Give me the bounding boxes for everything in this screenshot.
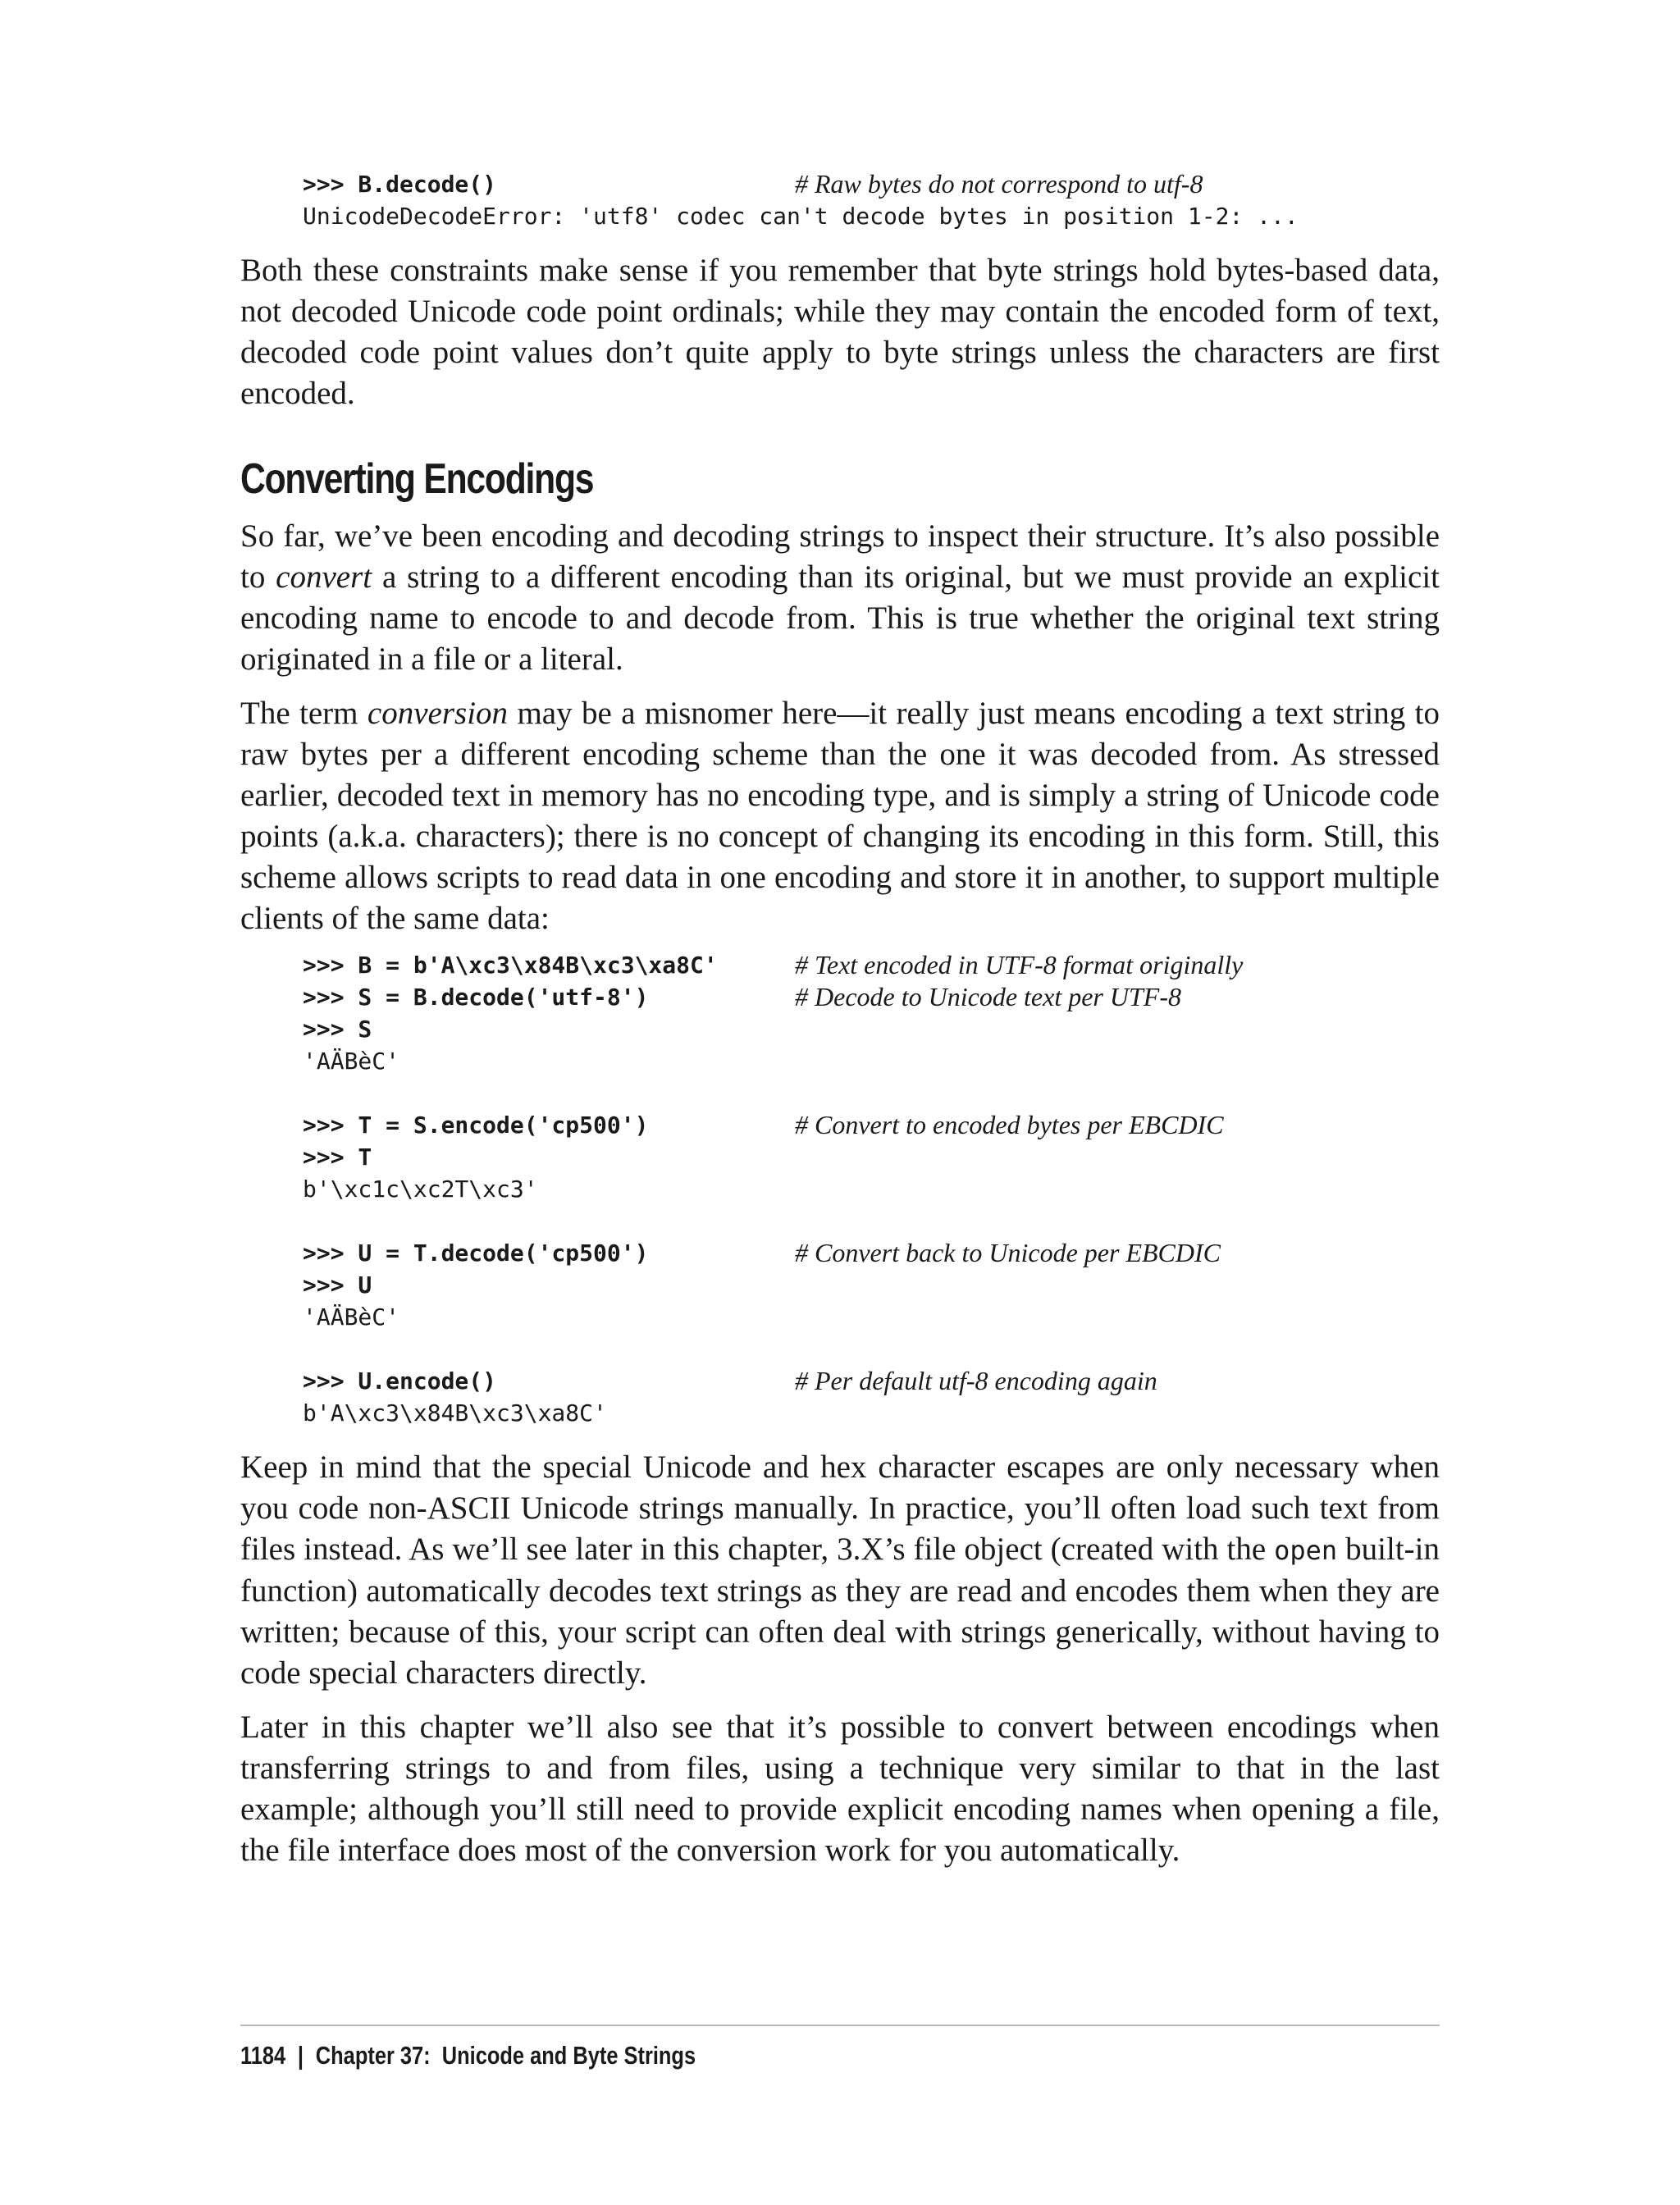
page-footer	[240, 2025, 1440, 2070]
code-comment: # Text encoded in UTF-8 format originally	[795, 950, 1244, 979]
code-text: >>> S	[303, 1016, 372, 1043]
code-line	[303, 1109, 1440, 1141]
code-line	[303, 168, 1440, 200]
code-comment: # Raw bytes do not correspond to utf-8	[795, 169, 1203, 199]
code-text: b'\xc1c\xc2T\xc3'	[303, 1176, 538, 1203]
code-line	[303, 1301, 1440, 1333]
code-comment: # Decode to Unicode text per UTF-8	[795, 982, 1181, 1011]
code-comment: # Per default utf-8 encoding again	[795, 1366, 1157, 1395]
code-line	[303, 981, 1440, 1013]
paragraph-keep-in-mind	[240, 1447, 1440, 1694]
code-text: >>> T = S.encode('cp500')	[303, 1112, 649, 1139]
code-line	[303, 1269, 1440, 1301]
footer-text	[240, 2041, 1224, 2070]
code-line	[303, 1013, 1440, 1045]
code-comment: # Convert back to Unicode per EBCDIC	[795, 1238, 1221, 1267]
code-block-decode-error	[303, 168, 1440, 232]
code-text: >>> S = B.decode('utf-8')	[303, 984, 649, 1011]
page-number: 1184	[240, 2041, 286, 2070]
code-text: >>> B.decode()	[303, 171, 497, 198]
code-text: >>> U	[303, 1271, 372, 1299]
code-block-conversion-example	[303, 949, 1440, 1429]
section-heading: Converting Encodings	[240, 455, 594, 503]
code-text: b'A\xc3\x84B\xc3\xa8C'	[303, 1399, 607, 1427]
code-line	[303, 1141, 1440, 1173]
code-line	[303, 949, 1440, 981]
code-text: 'AÄBèC'	[303, 1048, 400, 1075]
inline-code-open: open	[1274, 1535, 1338, 1566]
paragraph-constraints: Both these constraints make sense if you remember that byte strings hold bytes-based data, not decoded Unicode code point ordinals; while they may contain the encoded form of text, decoded code point values don’t quite apply to byte strings unless the characters are first encoded.	[240, 253, 1440, 411]
code-text: 'AÄBèC'	[303, 1303, 400, 1331]
code-line	[303, 1397, 1440, 1429]
paragraph-so-far	[240, 516, 1440, 680]
code-line	[303, 1333, 1440, 1365]
code-text: UnicodeDecodeError: 'utf8' codec can't decode bytes in position 1-2: ...	[303, 203, 1299, 230]
emphasis-convert: convert	[276, 559, 372, 595]
code-text: >>> B = b'A\xc3\x84B\xc3\xa8C'	[303, 952, 718, 979]
code-line	[303, 1173, 1440, 1205]
paragraph-so-far-text-1: So far, we’ve been encoding and decoding strings to inspect their structure. It’s also possible to	[240, 518, 1440, 595]
code-line	[303, 1237, 1440, 1269]
code-text: >>> U.encode()	[303, 1367, 497, 1395]
code-text: >>> U = T.decode('cp500')	[303, 1239, 649, 1267]
code-comment: # Convert to encoded bytes per EBCDIC	[795, 1110, 1224, 1139]
paragraph-conversion-term	[240, 693, 1440, 939]
code-line	[303, 1205, 1440, 1237]
chapter-title: Chapter 37: Unicode and Byte Strings	[315, 2041, 696, 2070]
code-line	[303, 1365, 1440, 1397]
paragraph-so-far-text-2: a string to a different encoding than its original, but we must provide an explicit encoding name to encode to and decode from. This is true whether the original text string originated in a file or a literal.	[240, 559, 1440, 677]
paragraph-conversion-text-1: The term	[240, 696, 368, 731]
code-line	[303, 1045, 1440, 1077]
code-line	[303, 1077, 1440, 1109]
footer-separator: |	[297, 2041, 304, 2070]
page-body	[240, 168, 1440, 1871]
paragraph-later-in-chapter: Later in this chapter we’ll also see that it’s possible to convert between encodings when transferring strings to and from files, using a technique very similar to that in the last example; although you’ll still need to provide explicit encoding names when opening a file, the file interface does most of the conversion work for you automatically.	[240, 1710, 1440, 1868]
footer-rule	[240, 2025, 1440, 2026]
code-text: >>> T	[303, 1144, 372, 1171]
paragraph-conversion-text-2: may be a misnomer here—it really just means encoding a text string to raw bytes per a different encoding scheme than the one it was decoded from. As stressed earlier, decoded text in memory has no encoding type, and is simply a string of Unicode code points (a.k.a. characters); there is no concept of changing its encoding in this form. Still, this scheme allows scripts to read data in one encoding and store it in another, to support multiple clients of the same data:	[240, 696, 1440, 936]
paragraph-keep-text-2: built-in function) automatically decodes text strings as they are read and encodes them when they are written; because of this, your script can often deal with strings generically, without having to code special characters directly.	[240, 1532, 1440, 1691]
code-line	[303, 200, 1440, 232]
emphasis-conversion: conversion	[367, 696, 509, 731]
paragraph-keep-text-1: Keep in mind that the special Unicode and hex character escapes are only necessary when you code non-ASCII Unicode strings manually. In practice, you’ll often load such text from files instead. As we’ll see later in this chapter, 3.X’s file object (created with the	[240, 1449, 1440, 1567]
